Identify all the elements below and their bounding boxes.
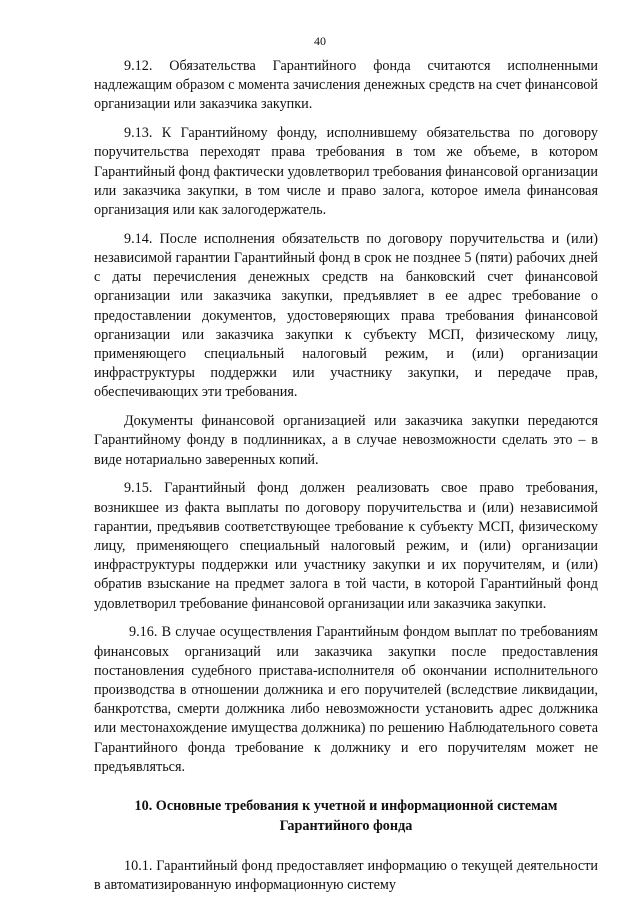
page-number: 40 bbox=[314, 34, 326, 48]
paragraph-9-13: 9.13. К Гарантийному фонду, исполнившему обязательства по договору поручительства переходят права требования в том же объеме, в котором Гарантийный фонд фактически удовлетворил требования финансовой организации или заказчика закупки, в том числе и право залога, которое имела финансовая организация или как залогодержатель. bbox=[94, 125, 598, 219]
section-10-heading-line2: Гарантийного фонда bbox=[279, 817, 413, 834]
paragraph-9-15: 9.15. Гарантийный фонд должен реализовать свое право требования, возникшее из факта выплаты по договору поручительства и (или) независимой гарантии, предъявив соответствующее требование к субъекту МСП, физическому лицу, применяющего специальный налоговый режим, и (или) организации инфраструктуры поддержки или участнику закупки и их поручителям, и (или) обратив взыскание на предмет залога в той части, в которой Гарантийный фонд удовлетворил требование финансовой организации или заказчика закупки. bbox=[94, 480, 598, 612]
paragraph-9-12: 9.12. Обязательства Гарантийного фонда считаются исполненными надлежащим образом с момента зачисления денежных средств на счет финансовой организации или заказчика закупки. bbox=[94, 58, 598, 113]
section-10-heading bbox=[94, 797, 598, 836]
paragraph-9-16: 9.16. В случае осуществления Гарантийным фондом выплат по требованиям финансовых организаций или заказчика закупки после предоставления постановления судебного пристава-исполнителя об окончании исполнительного производства в отношении должника и его поручителей (вследствие ликвидации, банкротства, смерти должника либо невозможности установить адрес должника или местонахождение имущества должника) по решению Наблюдательного совета Гарантийного фонда требование к должнику и его поручителям может не предъявляться. bbox=[94, 624, 598, 775]
paragraph-9-14: 9.14. После исполнения обязательств по договору поручительства и (или) независимой гарантии Гарантийный фонд в срок не позднее 5 (пяти) рабочих дней с даты перечисления денежных средств на банковский счет финансовой организации или заказчика закупки, предъявляет в ее адрес требование о предоставлении документов, удостоверяющих права требования финансовой организации или заказчика закупки к субъекту МСП, физическому лицу, применяющего специальный налоговый режим, и (или) организации инфраструктуры поддержки или участнику закупки, и передаче прав, обеспечивающих эти требования. bbox=[94, 230, 598, 401]
paragraph-documents-transfer: Документы финансовой организацией или заказчика закупки передаются Гарантийному фонду в подлинниках, а в случае невозможности сделать это – в виде нотариально заверенных копий. bbox=[94, 413, 598, 468]
section-10-heading-line1: 10. Основные требования к учетной и информационной системам bbox=[134, 798, 558, 815]
paragraph-10-1: 10.1. Гарантийный фонд предоставляет информацию о текущей деятельности в автоматизированную информационную систему bbox=[94, 858, 598, 894]
document-body bbox=[94, 57, 598, 905]
